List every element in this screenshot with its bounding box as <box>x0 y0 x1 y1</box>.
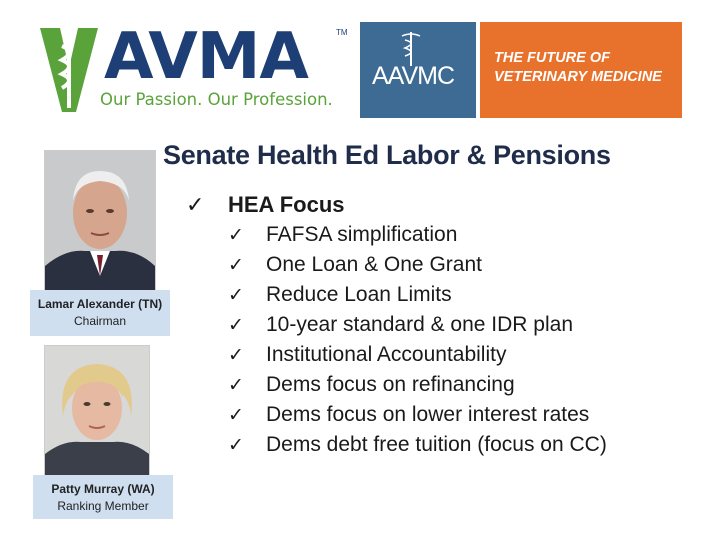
avma-wordmark: AVMA <box>104 20 308 94</box>
list-item <box>228 280 607 310</box>
person-role: Ranking Member <box>57 499 149 513</box>
list-item-text: Dems focus on refinancing <box>266 373 515 396</box>
checkmark-icon: ✓ <box>228 344 244 366</box>
person-name: Lamar Alexander (TN) <box>37 297 163 311</box>
checkmark-icon: ✓ <box>228 434 244 456</box>
person-name: Patty Murray (WA) <box>51 482 155 496</box>
aavmc-logo <box>360 22 476 118</box>
sub-bullet-list <box>228 220 607 460</box>
bullet-list <box>186 190 607 460</box>
portrait-man-image <box>45 151 155 291</box>
list-item-text: One Loan & One Grant <box>266 253 482 276</box>
bullet-heading <box>186 190 607 220</box>
checkmark-icon: ✓ <box>228 404 244 426</box>
caption-patty-murray <box>33 475 173 519</box>
list-item <box>228 340 607 370</box>
list-item-text: Dems debt free tuition (focus on CC) <box>266 433 607 456</box>
list-item <box>228 400 607 430</box>
caption-lamar-alexander <box>30 290 170 336</box>
banner-line-1: THE FUTURE OF <box>494 50 610 66</box>
trademark-mark: TM <box>336 28 348 37</box>
portrait-woman-image <box>45 346 149 476</box>
photo-lamar-alexander <box>44 150 156 292</box>
checkmark-icon: ✓ <box>228 224 244 246</box>
list-item-text: Reduce Loan Limits <box>266 283 452 306</box>
photo-patty-murray <box>44 345 150 477</box>
list-item-text: 10-year standard & one IDR plan <box>266 313 574 336</box>
checkmark-icon: ✓ <box>186 192 205 218</box>
list-item <box>228 370 607 400</box>
caduceus-v-icon <box>40 28 98 112</box>
list-item-text: FAFSA simplification <box>266 223 458 246</box>
checkmark-icon: ✓ <box>228 314 244 336</box>
list-item <box>228 430 607 460</box>
checkmark-icon: ✓ <box>228 284 244 306</box>
person-role: Chairman <box>73 314 127 328</box>
checkmark-icon: ✓ <box>228 374 244 396</box>
list-item-text: Dems focus on lower interest rates <box>266 403 590 426</box>
future-of-vet-med-banner <box>480 22 682 118</box>
list-item-text: Institutional Accountability <box>266 343 507 366</box>
aavmc-wordmark: AAVMC <box>372 62 455 90</box>
avma-logo <box>40 22 358 120</box>
bullet-heading-text: HEA Focus <box>228 192 345 217</box>
list-item <box>228 310 607 340</box>
checkmark-icon: ✓ <box>228 254 244 276</box>
list-item <box>228 220 607 250</box>
slide-title: Senate Health Ed Labor & Pensions <box>163 140 611 170</box>
avma-tagline: Our Passion. Our Profession. <box>100 90 333 109</box>
banner-line-2: VETERINARY MEDICINE <box>494 69 662 85</box>
list-item <box>228 250 607 280</box>
